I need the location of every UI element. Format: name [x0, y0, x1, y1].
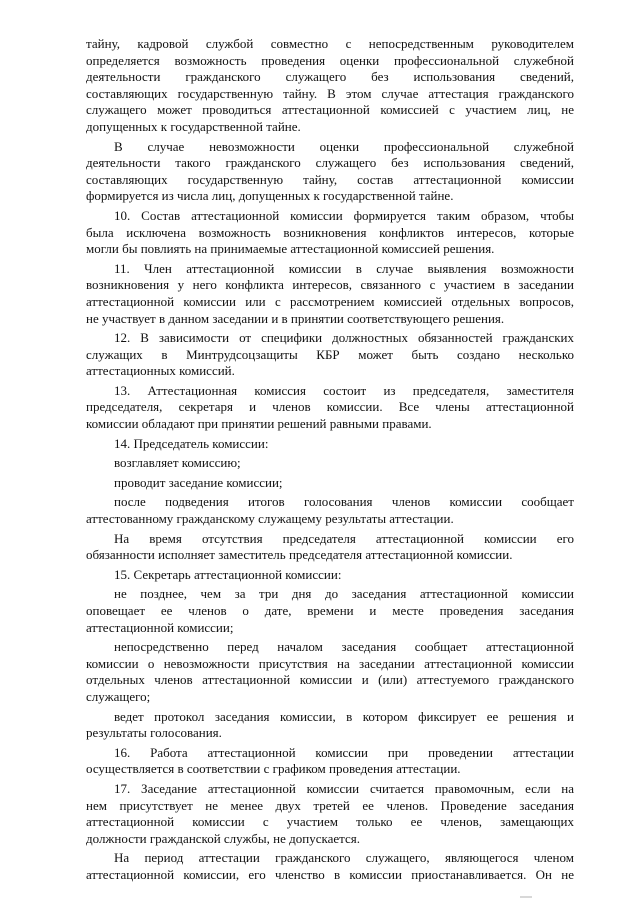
paragraph — [86, 531, 574, 564]
paragraph — [86, 208, 574, 258]
text-line: аттестационной комиссии с участием только ее членов, замещающих — [86, 814, 574, 830]
text-line: На время отсутствия председателя аттестационной комиссии его — [114, 530, 574, 546]
text-line: 16. Работа аттестационной комиссии при проведении аттестации — [114, 744, 574, 760]
document-body — [86, 36, 574, 887]
text-line: отдельных членов аттестационной комиссии и (или) аттестуемого гражданского — [86, 672, 574, 688]
text-line: комиссии о невозможности присутствия на заседании аттестационной комиссии — [86, 655, 574, 671]
text-line: 17. Заседание аттестационной комиссии считается правомочным, если на — [114, 780, 574, 796]
text-line: обязанности исполняет заместитель председателя аттестационной комиссии. — [86, 547, 513, 563]
text-line: аттестованному гражданскому служащему результаты аттестации. — [86, 511, 454, 527]
text-line: могли бы повлиять на принимаемые аттестационной комиссией решения. — [86, 241, 495, 257]
paragraph — [86, 494, 574, 527]
text-line: оповещает ее членов о дате, времени и месте проведения заседания — [86, 603, 574, 618]
paragraph — [86, 475, 574, 492]
paragraph — [86, 455, 574, 472]
paragraph — [86, 709, 574, 742]
text-line: служащего; — [86, 688, 151, 704]
text-line: деятельности гражданского служащего без использования сведений, — [86, 69, 574, 85]
text-line: 13. Аттестационная комиссия состоит из председателя, заместителя — [114, 382, 574, 398]
text-line: комиссии обладают при принятии решений равными правами. — [86, 416, 432, 432]
paragraph — [86, 330, 574, 380]
paragraph — [86, 781, 574, 847]
paragraph — [86, 850, 574, 883]
text-line: служащего может проводиться аттестационной комиссией с участием лиц, не — [86, 102, 574, 118]
text-line: ведет протокол заседания комиссии, в котором фиксирует ее решения и — [114, 708, 574, 724]
paragraph — [86, 745, 574, 778]
text-line: после подведения итогов голосования членов комиссии сообщает — [114, 494, 574, 510]
text-line: деятельности такого гражданского служащего без использования сведений, — [86, 155, 574, 171]
text-line: нем присутствует не менее двух третей ее членов. Проведение заседания — [86, 797, 574, 813]
text-line: допущенных к государственной тайне. — [86, 118, 301, 134]
text-line: аттестационной комиссии, его членство в комиссии приостанавливается. Он не — [86, 866, 574, 882]
text-line: аттестационной комиссии; — [86, 619, 234, 635]
paragraph — [86, 639, 574, 705]
text-line: 11. Член аттестационной комиссии в случае выявления возможности — [114, 260, 574, 276]
text-line: определяется возможность проведения оценки профессиональной служебной — [86, 52, 574, 68]
text-line: 12. В зависимости от специфики должностных обязанностей гражданских — [114, 330, 574, 346]
text-line: была исключена возможность возникновения конфликтов интересов, которые — [86, 224, 574, 240]
paragraph — [86, 436, 574, 453]
text-line: проводит заседание комиссии; — [114, 474, 283, 490]
scan-artifact — [520, 896, 532, 898]
text-line: не позднее, чем за три дня до заседания аттестационной комиссии — [114, 586, 574, 602]
text-line: В случае невозможности оценки профессиональной служебной — [114, 138, 574, 154]
text-line: формируется из числа лиц, допущенных к государственной тайне. — [86, 188, 454, 204]
paragraph — [86, 567, 574, 584]
text-line: 14. Председатель комиссии: — [114, 435, 269, 451]
text-line: 10. Состав аттестационной комиссии формируется таким образом, чтобы — [114, 207, 574, 223]
text-line: служащих в Минтрудсоцзащиты КБР может быть создано несколько — [86, 346, 574, 362]
text-line: осуществляется в соответствии с графиком проведения аттестации. — [86, 761, 461, 777]
text-line: аттестационных комиссий. — [86, 363, 235, 379]
text-line: составляющих государственную тайну, состав аттестационной комиссии — [86, 171, 574, 187]
text-line: непосредственно перед началом заседания сообщает аттестационной — [114, 639, 574, 655]
paragraph — [86, 383, 574, 433]
text-line: возглавляет комиссию; — [114, 455, 241, 471]
text-line: возникновения у него конфликта интересов, связанного с участием в заседании — [86, 277, 574, 293]
text-line: не участвует в данном заседании и в принятии соответствующего решения. — [86, 310, 505, 326]
text-line: составляющих государственную тайну. В этом случае аттестация гражданского — [86, 85, 574, 101]
paragraph — [86, 139, 574, 205]
paragraph — [86, 586, 574, 636]
text-line: тайну, кадровой службой совместно с непосредственным руководителем — [86, 36, 574, 51]
text-line: должности гражданской службы, не допускается. — [86, 830, 360, 846]
text-line: аттестационной комиссии или с рассмотрением комиссией отдельных вопросов, — [86, 293, 574, 309]
text-line: председателя, секретаря и членов комиссии. Все члены аттестационной — [86, 399, 574, 415]
paragraph — [86, 261, 574, 327]
text-line: 15. Секретарь аттестационной комиссии: — [114, 566, 342, 582]
paragraph — [86, 36, 574, 136]
text-line: На период аттестации гражданского служащего, являющегося членом — [114, 850, 574, 866]
text-line: результаты голосования. — [86, 725, 222, 741]
